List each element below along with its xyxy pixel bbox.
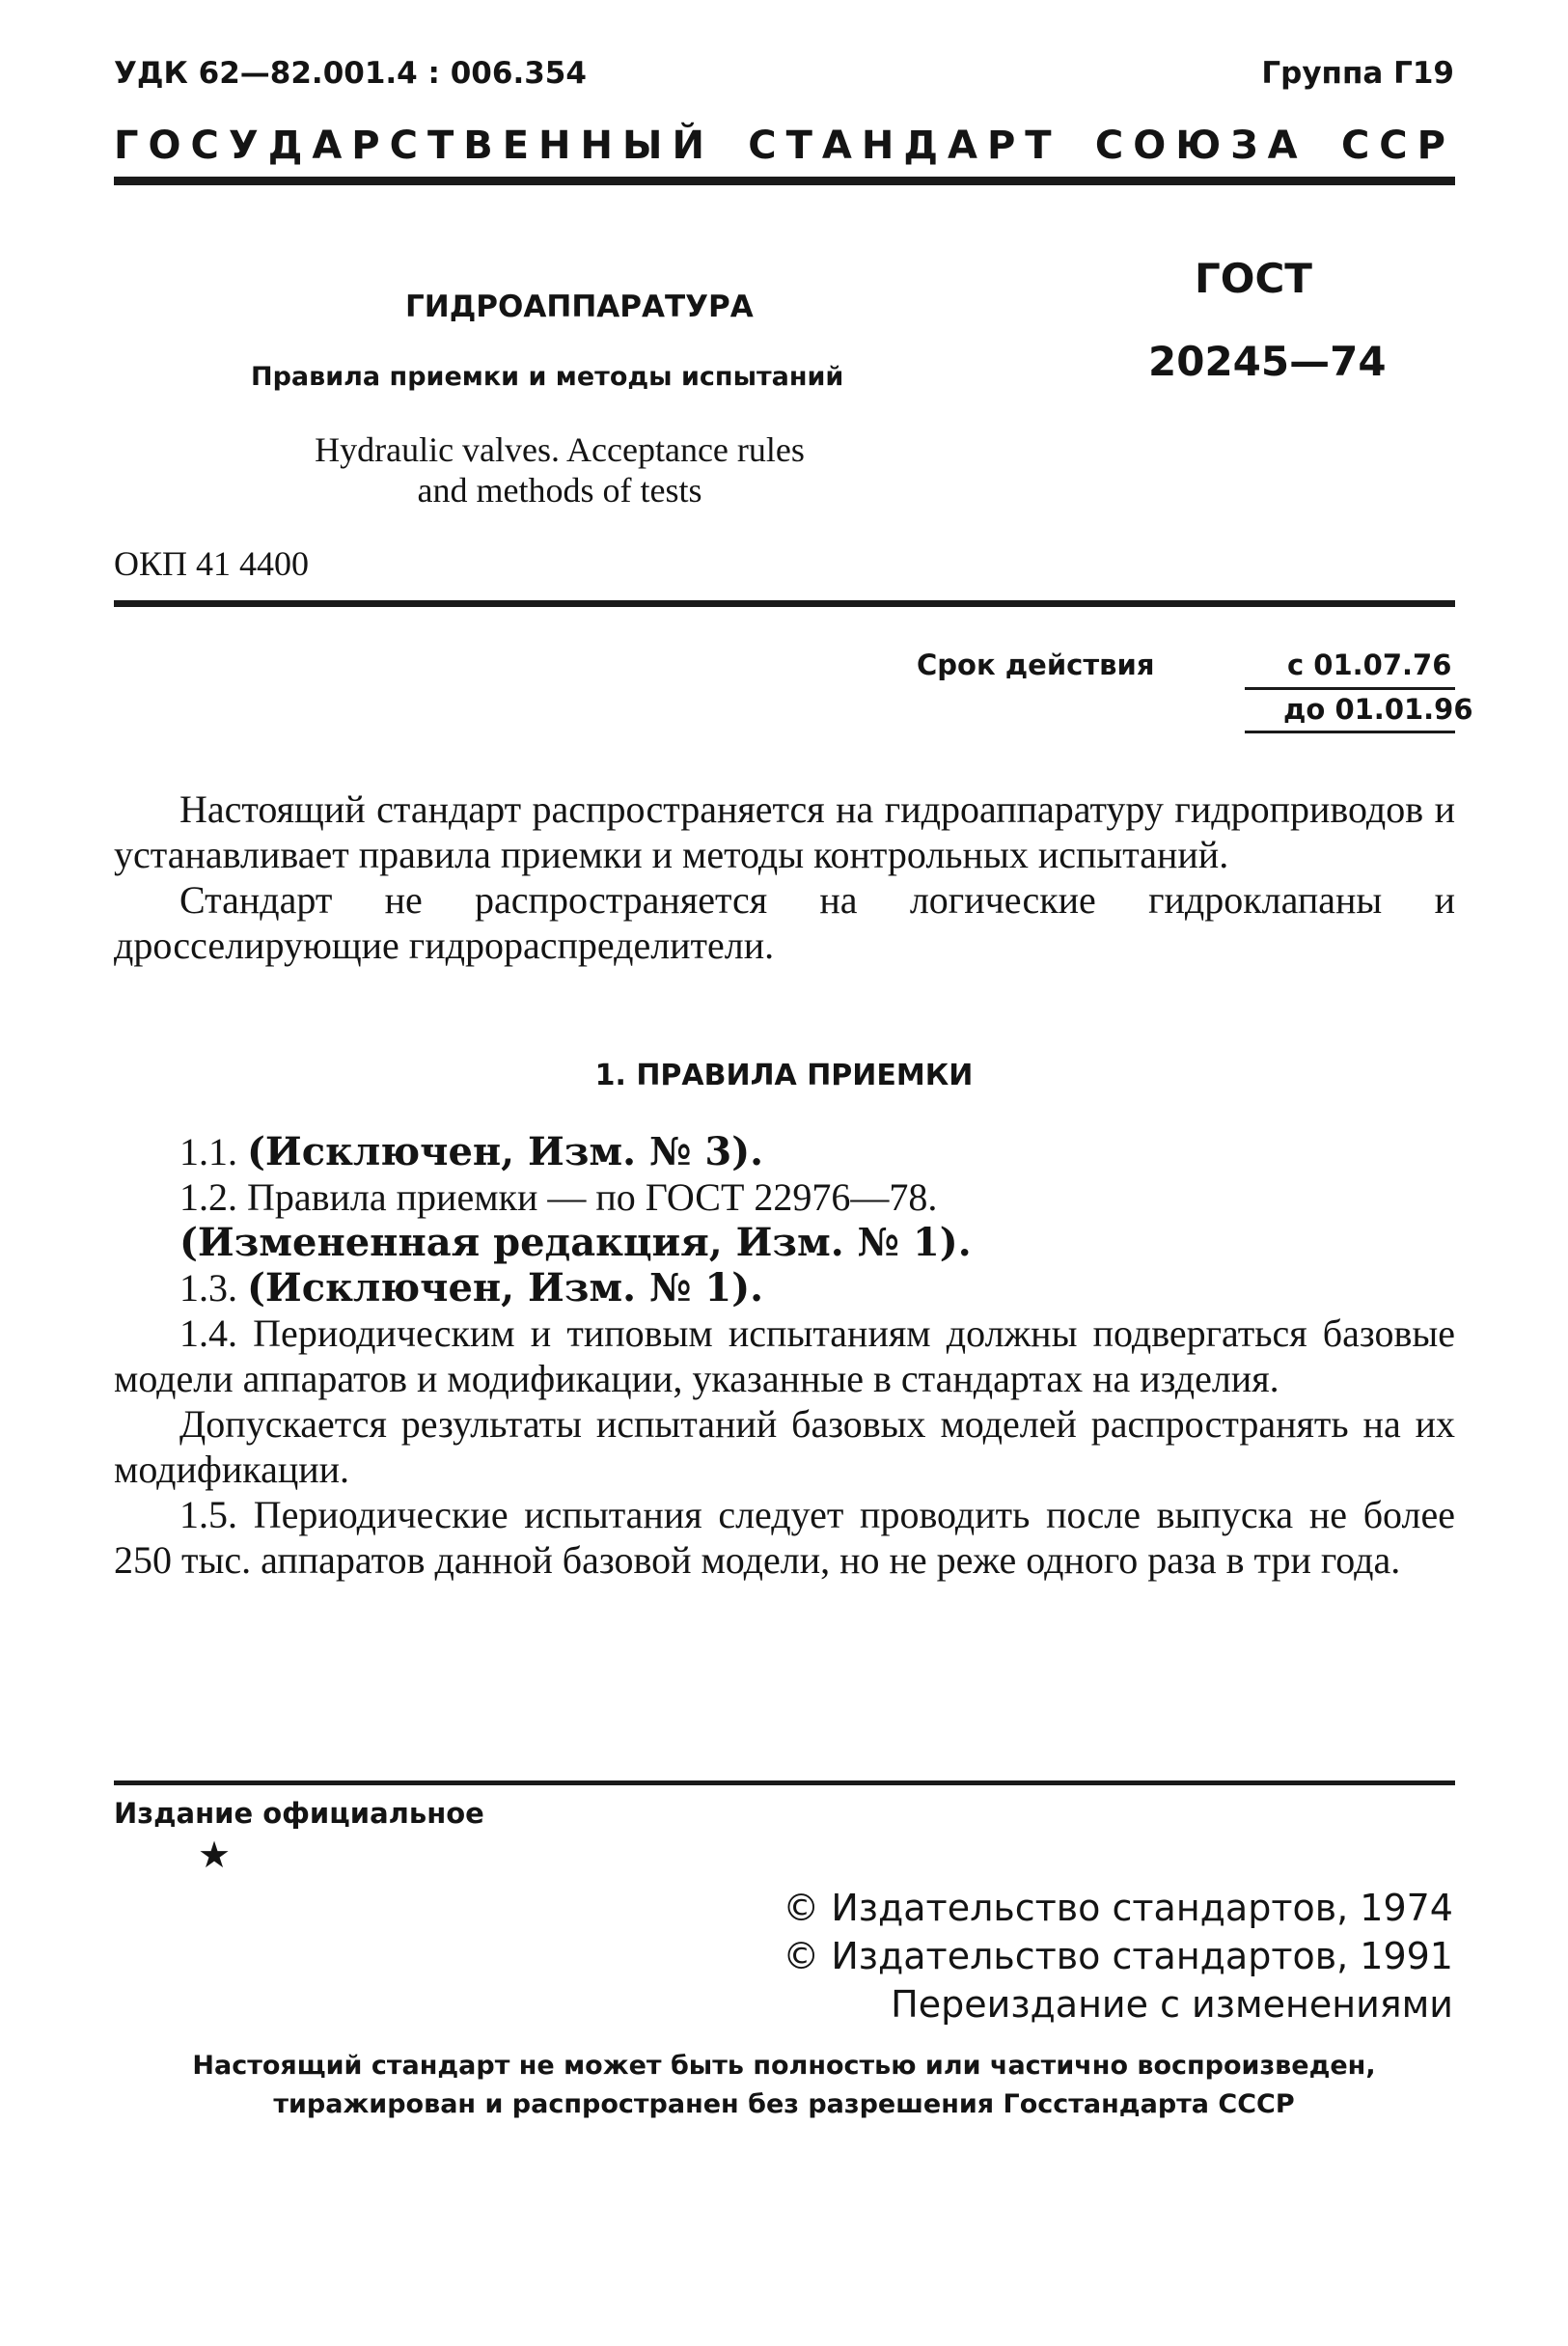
clause-number: 1.2. [179,1175,237,1219]
clause-number: 1.5. [179,1493,237,1536]
udk-code: УДК 62—82.001.4 : 006.354 [114,56,587,91]
validity-underline [1245,731,1455,733]
gost-label: ГОСТ [1195,255,1312,302]
clause-1-2 [114,1174,1455,1220]
copyright-line: © Издательство стандартов, 1974 [783,1887,1453,1929]
state-standard-word: ССР [1340,124,1455,168]
document-subtitle: Правила приемки и методы испытаний [251,362,844,392]
state-standard-word: СТАНДАРТ [748,124,1061,168]
clause-1-2-note [114,1220,1455,1265]
copyright-line: © Издательство стандартов, 1991 [783,1935,1453,1977]
validity-divider [1245,687,1455,690]
clause-text: (Исключен, Изм. № 1). [247,1265,764,1311]
validity-from: с 01.07.76 [1287,649,1452,681]
english-title-line: Hydraulic valves. Acceptance rules [315,430,805,469]
title-rule [114,600,1455,607]
clause-1-4 [114,1311,1455,1401]
state-standard-word: СОЮЗА [1094,124,1307,168]
reproduction-notice: Настоящий стандарт не может быть полностью или частично воспроизведен, [192,2051,1376,2081]
validity-label: Срок действия [917,649,1155,681]
star-icon: ★ [198,1835,232,1876]
intro-paragraph: Настоящий стандарт распространяется на гидроаппаратуру гидроприводов и устанавливает правила приемки и методы контрольных испытаний. [114,787,1455,876]
reproduction-notice: тиражирован и распространен без разрешения Госстандарта СССР [273,2089,1295,2119]
header-rule [114,177,1455,185]
state-standard-word: ГОСУДАРСТВЕННЫЙ [114,124,714,168]
section-heading: 1. ПРАВИЛА ПРИЕМКИ [594,1059,974,1092]
clause-number: 1.3. [179,1266,237,1310]
reissue-note: Переиздание с изменениями [891,1983,1453,2026]
gost-number: 20245—74 [1148,338,1387,385]
state-standard-title [114,124,1455,168]
intro-paragraph: Стандарт не распространяется на логические гидроклапаны и дросселирующие гидрораспределители. [114,878,1455,967]
clause-text: (Исключен, Изм. № 3). [247,1129,764,1174]
english-title [261,429,859,511]
footer-rule [114,1780,1455,1785]
okp-code: ОКП 41 4400 [114,544,310,583]
edition-label: Издание официальное [114,1797,484,1830]
clause-number: 1.1. [179,1130,237,1173]
clause-1-3 [114,1265,1455,1311]
clause-note: (Измененная редакция, Изм. № 1). [179,1220,972,1265]
section-body [114,1129,1455,1583]
clause-1-1 [114,1129,1455,1174]
group-code: Группа Г19 [1261,56,1454,91]
english-title-line: and methods of tests [417,471,702,510]
clause-1-4-extra: Допускается результаты испытаний базовых моделей распространять на их модификации. [114,1402,1455,1491]
validity-to: до 01.01.96 [1283,693,1473,726]
clause-text: Правила приемки — по ГОСТ 22976—78. [247,1175,938,1219]
intro-block [114,787,1455,968]
document-title: ГИДРОАППАРАТУРА [405,290,754,324]
clause-number: 1.4. [179,1311,237,1355]
clause-1-5 [114,1492,1455,1583]
clause-text: Периодическим и типовым испытаниям должны подвергаться базовые модели аппаратов и модификации, указанные в стандартах на изделия. [114,1311,1455,1400]
clause-text: Периодические испытания следует проводить после выпуска не более 250 тыс. аппаратов данной базовой модели, но не реже одного раза в три года. [114,1493,1456,1582]
